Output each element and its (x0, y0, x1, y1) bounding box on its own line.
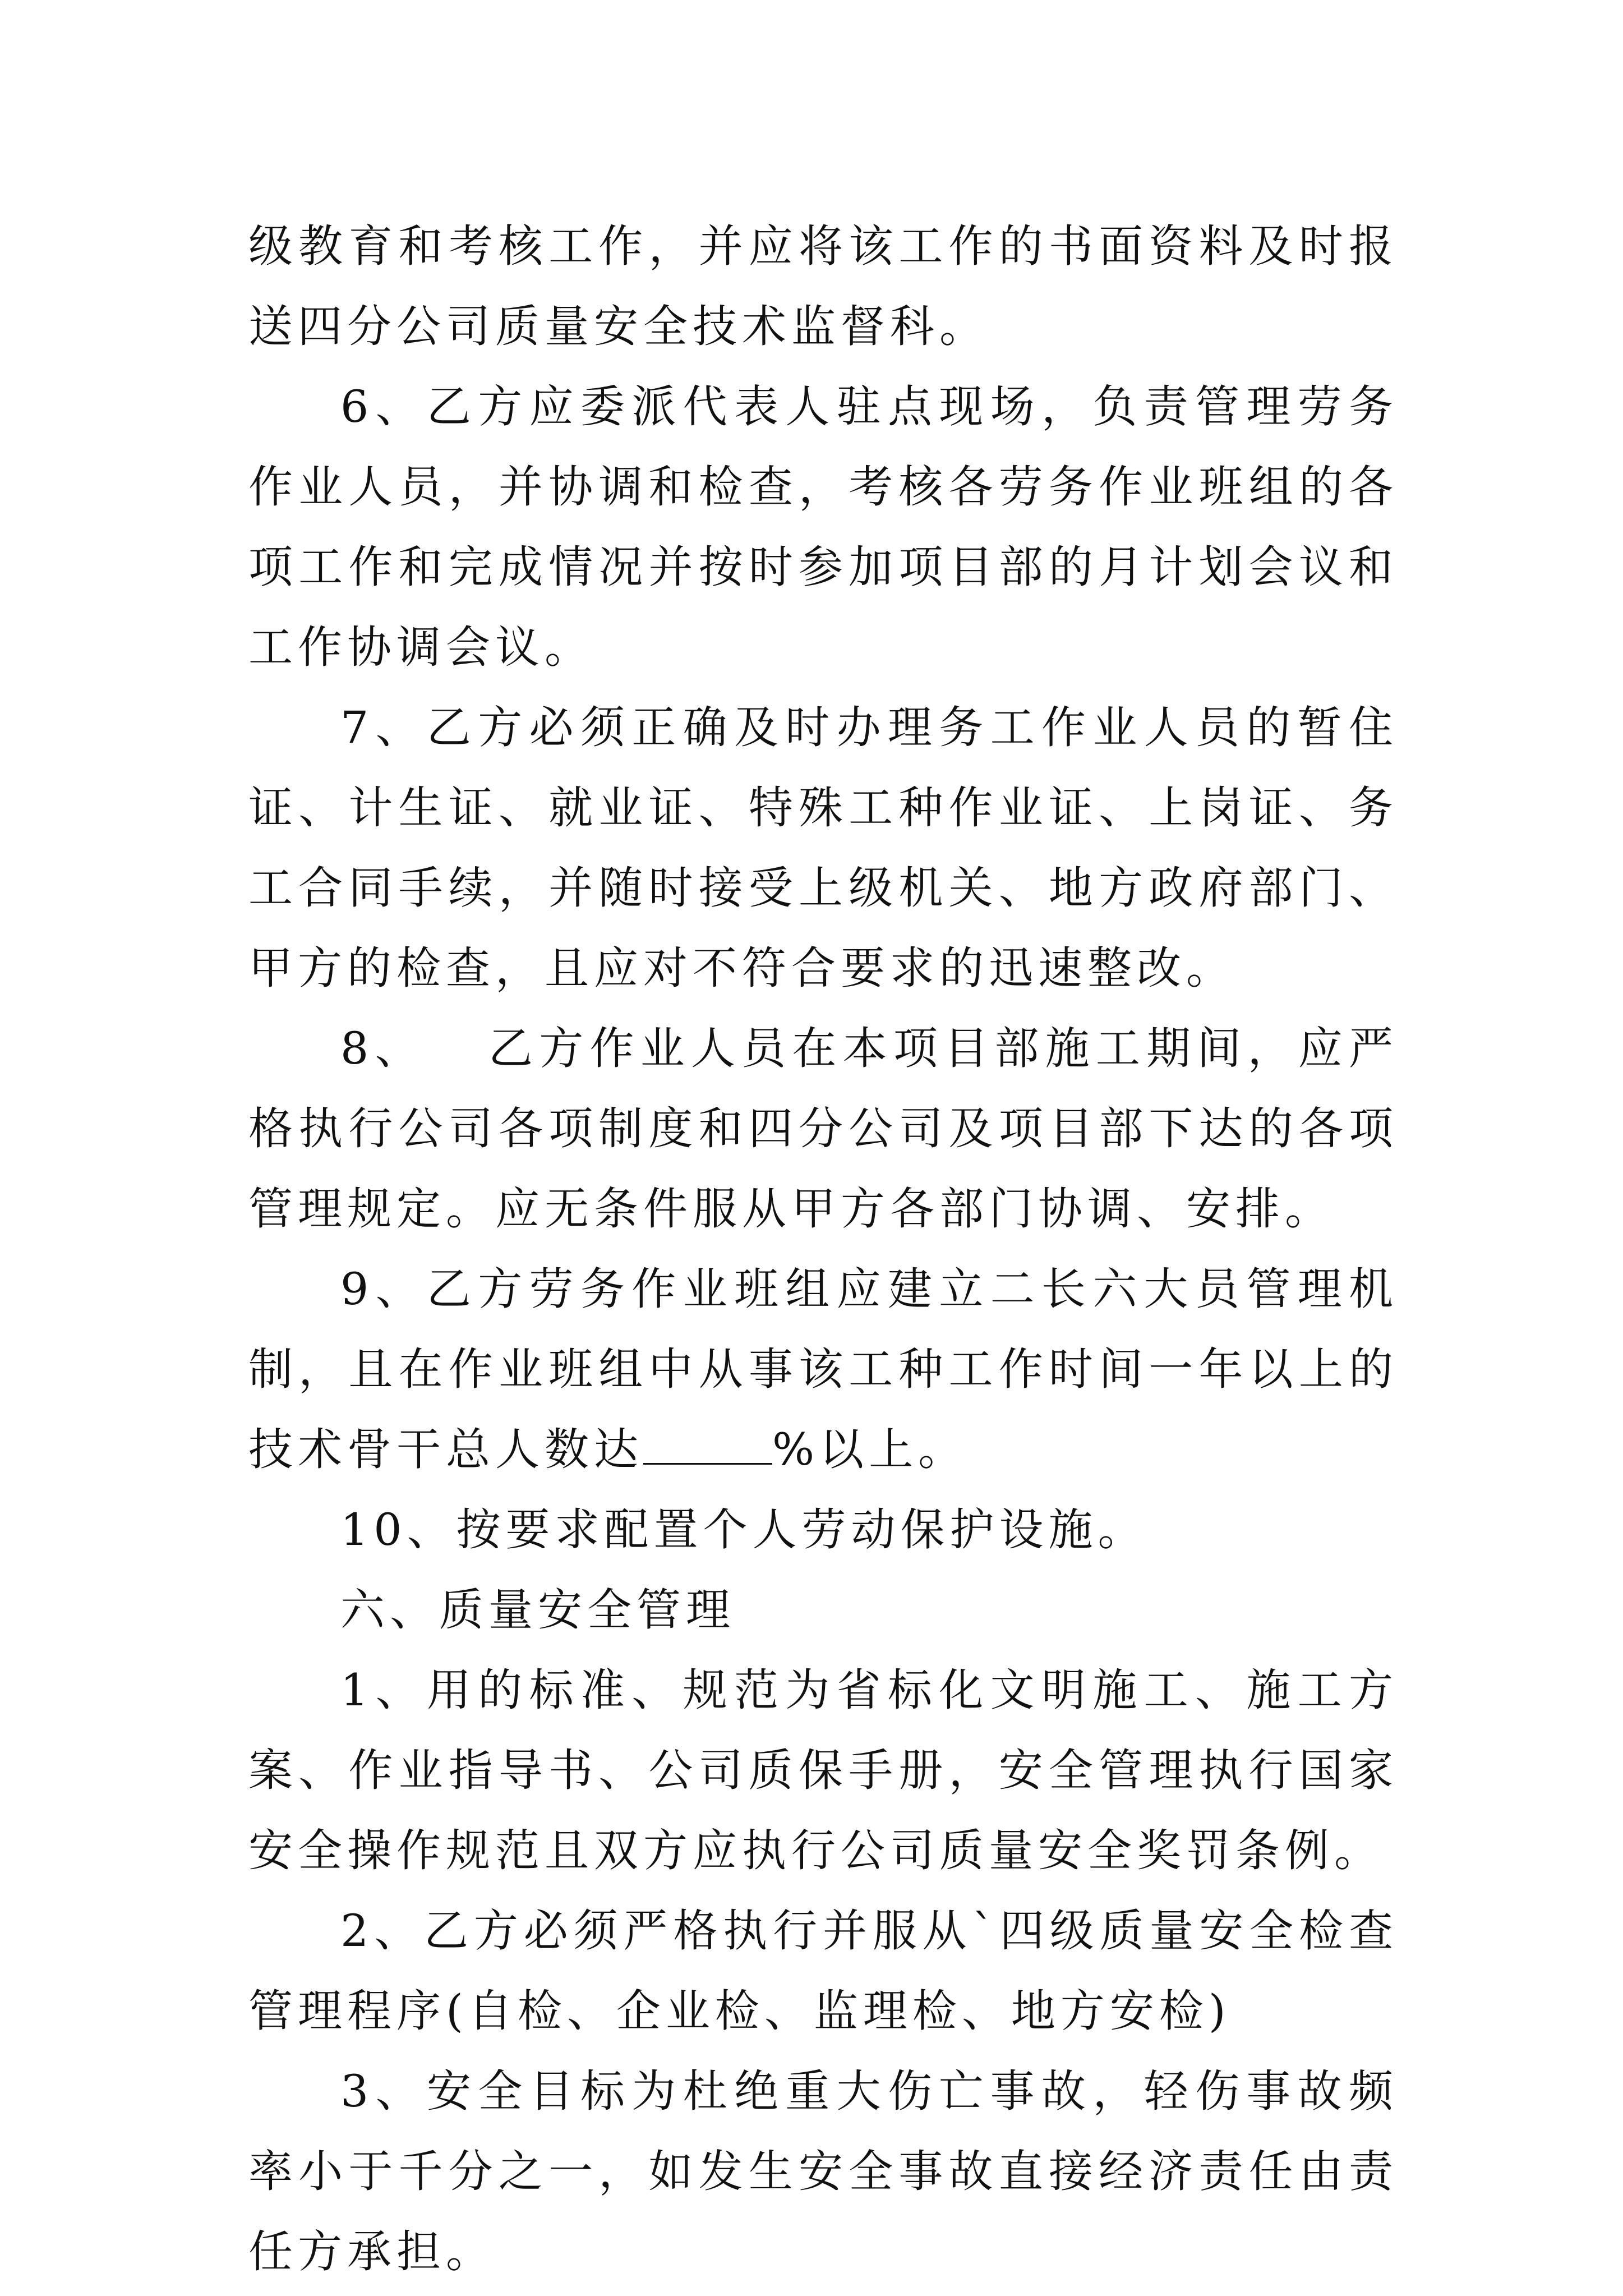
document-body (248, 206, 1398, 2292)
clause-9-text-before: 9、乙方劳务作业班组应建立二长六大员管理机制，且在作业班组中从事该工种工作时间一年以上的技术骨干总人数达 (248, 1263, 1398, 1475)
fill-in-blank (643, 1429, 772, 1465)
section-heading-quality-safety: 六、质量安全管理 (340, 1584, 735, 1636)
continuation-paragraph: 级教育和考核工作，并应将该工作的书面资料及时报送四分公司质量安全技术监督科。 (248, 220, 1398, 352)
clause-8-text: 乙方作业人员在本项目部施工期间，应严格执行公司各项制度和四分公司及项目部下达的各项管理规定。应无条件服从甲方各部门协调、安排。 (248, 1023, 1399, 1235)
clause-7: 7、乙方必须正确及时办理务工作业人员的暂住证、计生证、就业证、特殊工种作业证、上岗证、务工合同手续，并随时接受上级机关、地方政府部门、甲方的检查，且应对不符合要求的迅速整改。 (248, 702, 1398, 994)
clause-8-number: 8、 (340, 1023, 426, 1074)
section-6-clause-3: 3、安全目标为杜绝重大伤亡事故，轻伤事故频率小于千分之一，如发生安全事故直接经济责任由责任方承担。 (248, 2065, 1398, 2277)
clause-9 (248, 1249, 1398, 1490)
section-6-clause-2: 2、乙方必须严格执行并服从`四级质量安全检查管理程序(自检、企业检、监理检、地方安检) (248, 1905, 1398, 2037)
clause-6: 6、乙方应委派代表人驻点现场，负责管理劳务作业人员，并协调和检查，考核各劳务作业班组的各项工作和完成情况并按时参加项目部的月计划会议和工作协调会议。 (248, 381, 1398, 673)
section-6-clause-1: 1、用的标准、规范为省标化文明施工、施工方案、作业指导书、公司质保手册，安全管理执行国家安全操作规范且双方应执行公司质量安全奖罚条例。 (248, 1664, 1398, 1876)
clause-10: 10、按要求配置个人劳动保护设施。 (340, 1504, 1147, 1556)
clause-8 (248, 1009, 1398, 1249)
clause-9-text-after: %以上。 (772, 1424, 968, 1475)
